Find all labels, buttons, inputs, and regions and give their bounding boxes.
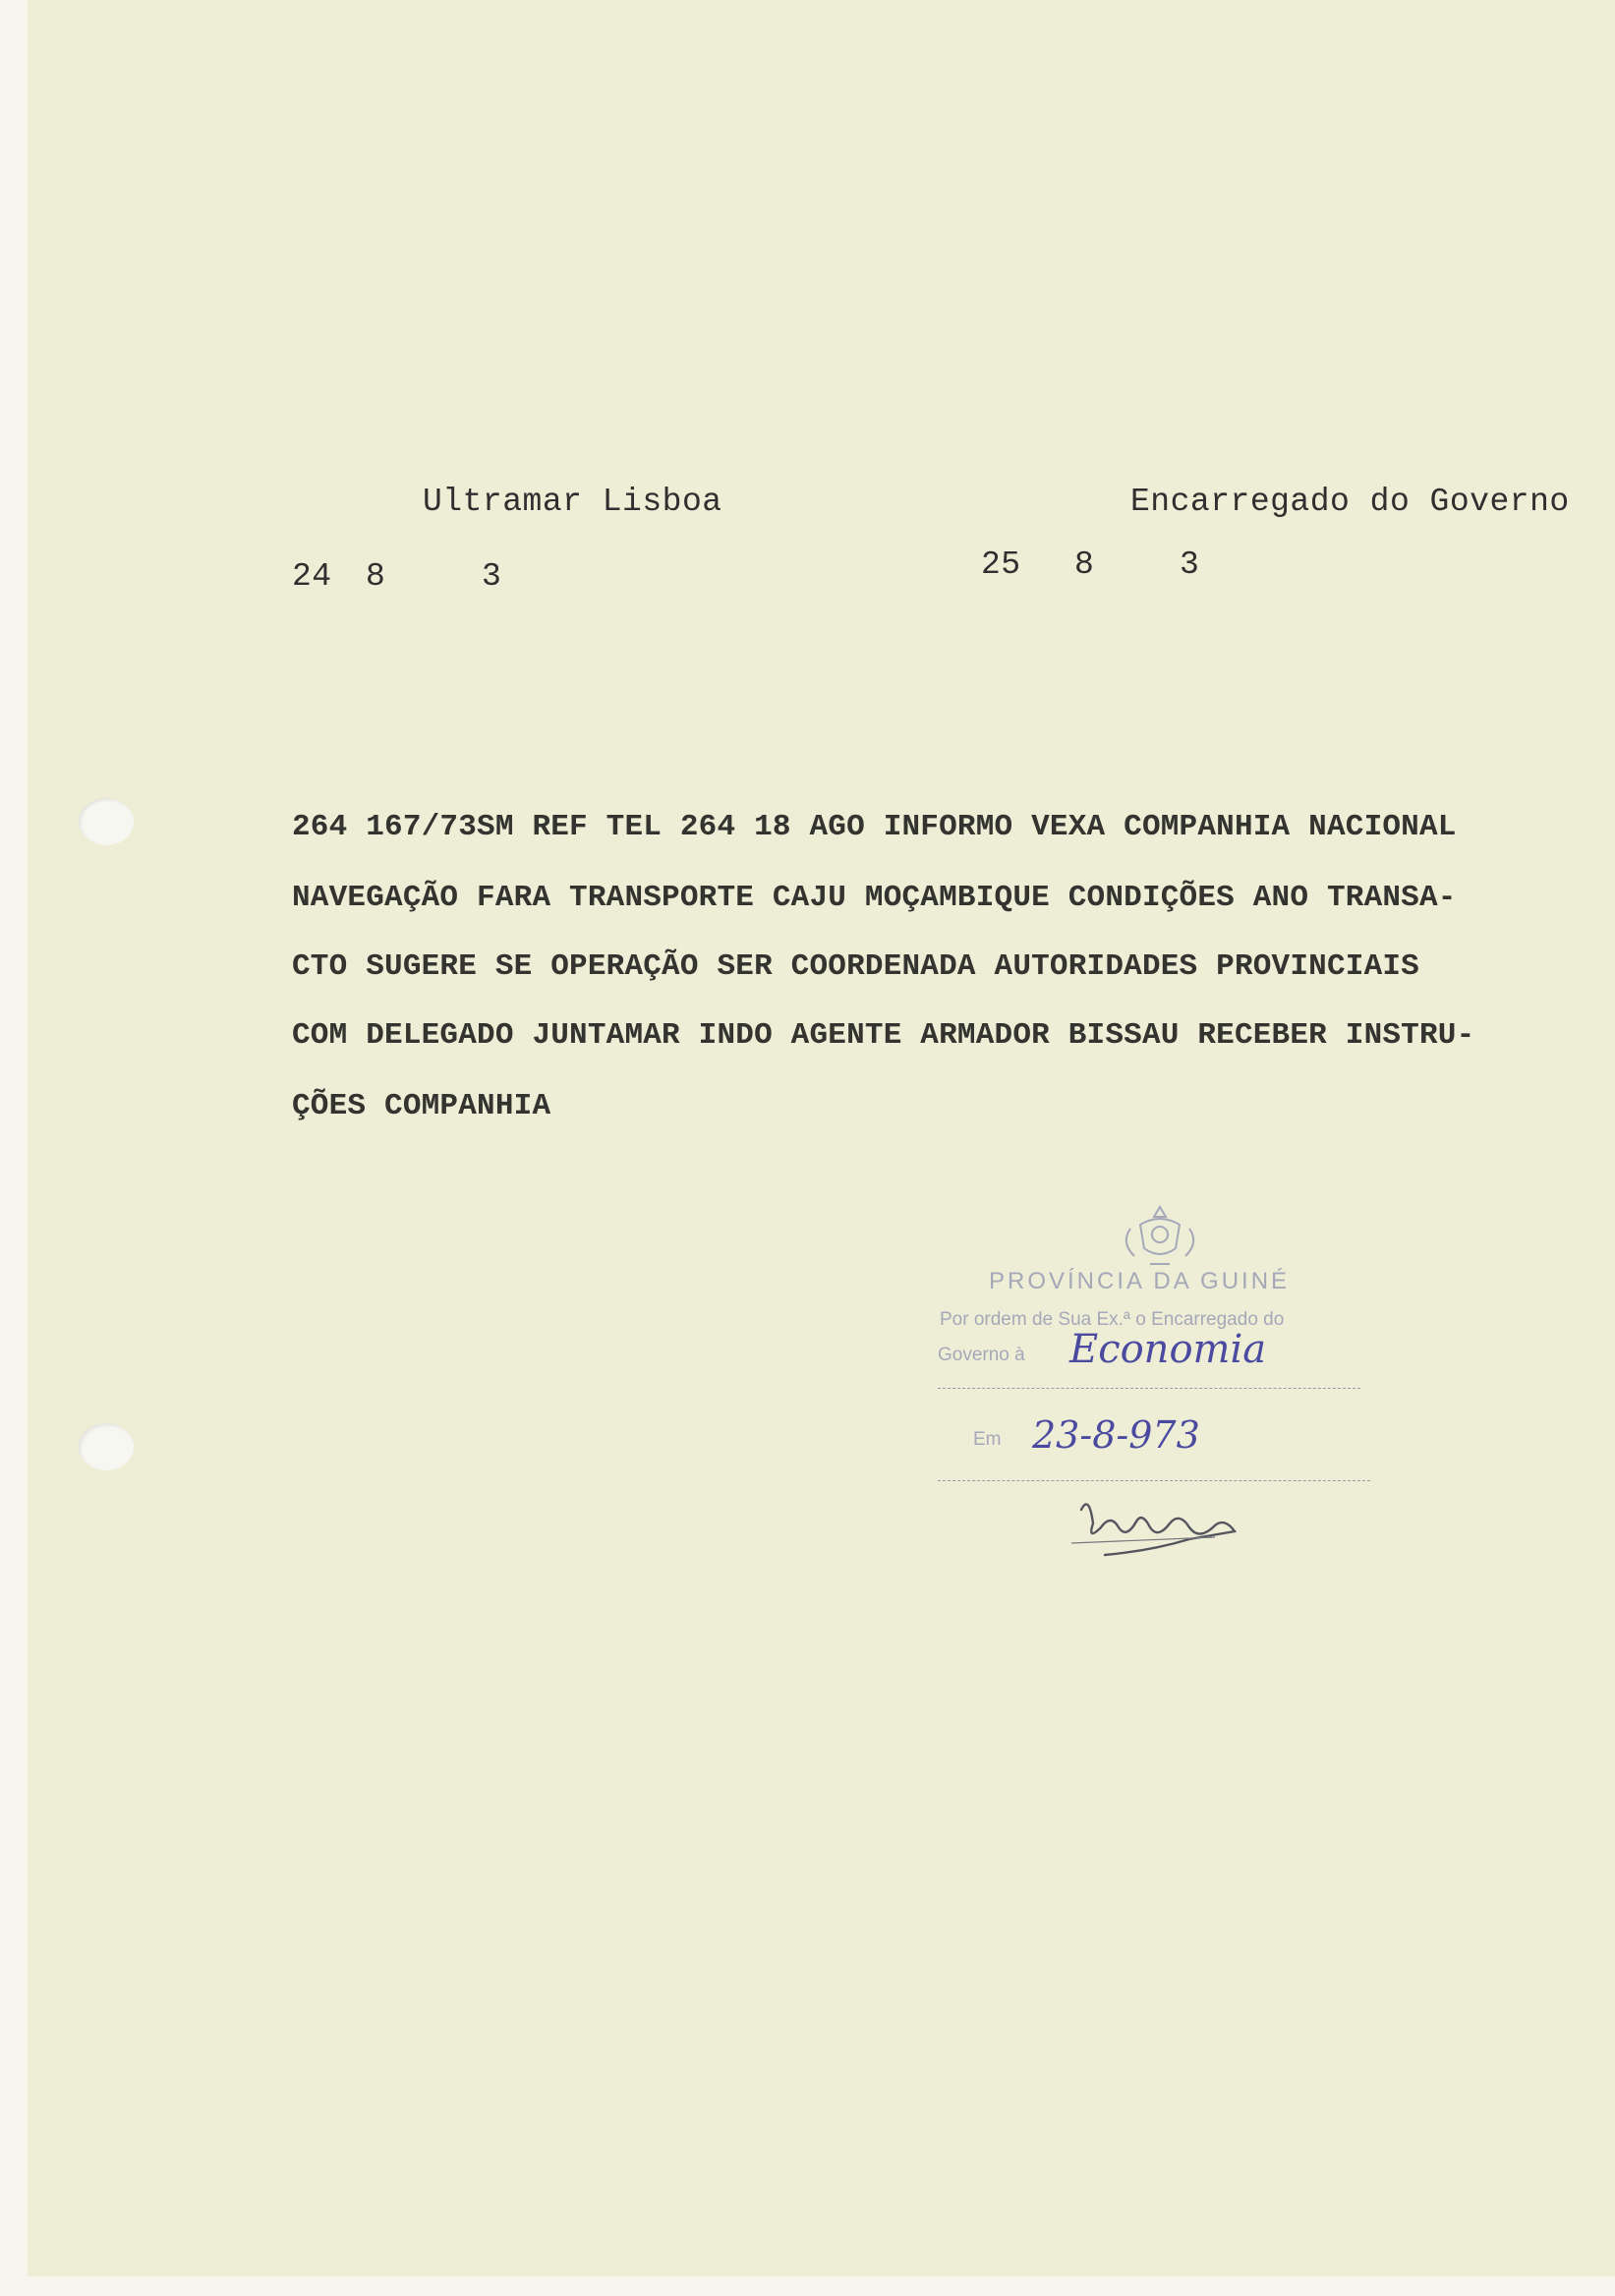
punch-hole-bottom — [79, 1423, 134, 1470]
received-month: 8 — [1074, 546, 1095, 583]
stamp-date-label: Em — [973, 1429, 1002, 1450]
received-year: 3 — [1180, 546, 1200, 583]
recipient-label: Encarregado do Governo — [1130, 484, 1570, 520]
punch-hole-top — [79, 798, 134, 845]
signature-mark — [1042, 1484, 1258, 1573]
handwritten-department: Economia — [1069, 1327, 1267, 1372]
sent-day: 24 — [292, 558, 332, 595]
routing-stamp — [924, 1199, 1396, 1592]
stamp-title: PROVÍNCIA DA GUINÉ — [989, 1268, 1291, 1294]
stamp-rule — [938, 1480, 1370, 1481]
stamp-rule — [938, 1388, 1360, 1389]
stamp-order-line: Por ordem de Sua Ex.ª o Encarregado do — [940, 1309, 1285, 1330]
telegram-sheet — [28, 0, 1615, 2276]
message-line: NAVEGAÇÃO FARA TRANSPORTE CAJU MOÇAMBIQUE CONDIÇÕES ANO TRANSA- — [292, 881, 1457, 915]
sent-year: 3 — [482, 558, 502, 595]
message-line: CTO SUGERE SE OPERAÇÃO SER COORDENADA AUTORIDADES PROVINCIAIS — [292, 949, 1419, 984]
message-line: COM DELEGADO JUNTAMAR INDO AGENTE ARMADOR BISSAU RECEBER INSTRU- — [292, 1018, 1475, 1053]
coat-of-arms-icon — [1111, 1199, 1209, 1278]
sent-month: 8 — [366, 558, 386, 595]
origin-label: Ultramar Lisboa — [423, 484, 722, 520]
received-day: 25 — [981, 546, 1021, 583]
handwritten-date: 23-8-973 — [1032, 1413, 1200, 1457]
message-line: ÇÕES COMPANHIA — [292, 1089, 551, 1123]
stamp-governo-label: Governo à — [938, 1345, 1025, 1365]
message-line: 264 167/73SM REF TEL 264 18 AGO INFORMO VEXA COMPANHIA NACIONAL — [292, 810, 1457, 844]
